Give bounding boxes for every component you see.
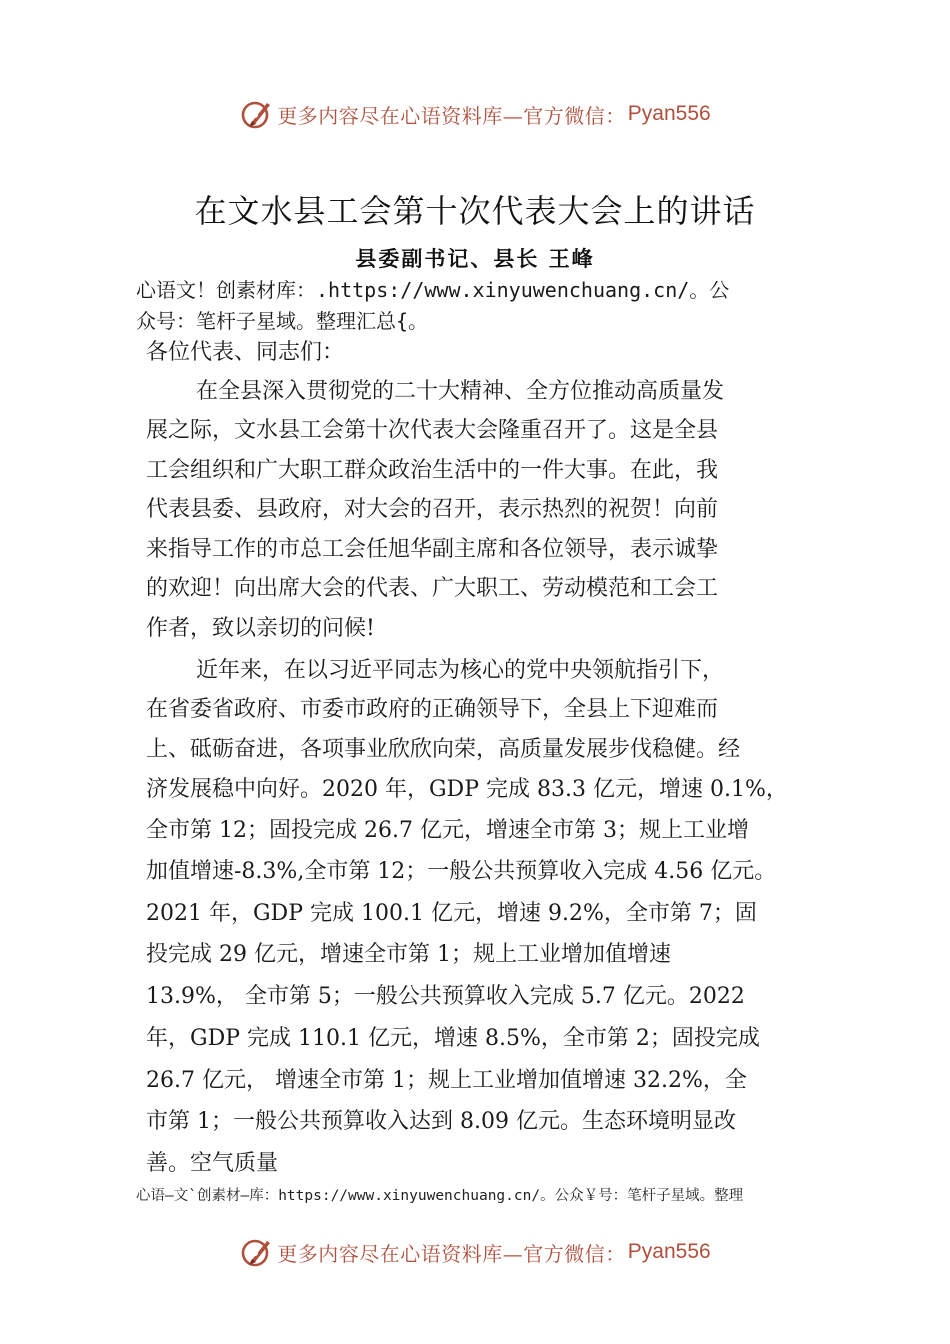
body-line: 13.9%， 全市第 5；一般公共预算收入完成 5.7 亿元。2022	[146, 984, 745, 1009]
body-line: 上、砥砺奋进，各项事业欣欣向荣，高质量发展步伐稳健。经	[146, 737, 741, 762]
body-line: 26.7 亿元， 增速全市第 1；规上工业增加值增速 32.2%，全	[146, 1068, 747, 1093]
salutation: 各位代表、同志们：	[146, 340, 345, 365]
byline: 县委副书记、县长 王峰	[355, 246, 595, 271]
quill-pen-logo-icon	[239, 1235, 273, 1269]
footer-watermark: 心语—文`创素材—库：https://www.xinyuwenchuang.cn/。公众￥号：笔杆子星域。整理	[136, 1188, 744, 1204]
body-line: 代表县委、县政府，对大会的召开，表示热烈的祝贺！向前	[146, 497, 719, 522]
body-line: 在省委省政府、市委市政府的正确领导下，全县上下迎难而	[146, 697, 719, 722]
footer-banner-text: 更多内容尽在心语资料库—官方微信：	[277, 1241, 626, 1266]
body-line: 善。空气质量	[146, 1151, 279, 1176]
header-banner-text: 更多内容尽在心语资料库—官方微信：	[277, 103, 626, 128]
body-line: 投完成 29 亿元，增速全市第 1；规上工业增加值增速	[146, 942, 671, 967]
body-line: 市第 1；一般公共预算收入达到 8.09 亿元。生态环境明显改	[146, 1109, 736, 1134]
quill-pen-logo-icon	[239, 97, 273, 131]
page-title: 在文水县工会第十次代表大会上的讲话	[194, 192, 756, 230]
body-line: 近年来，在以习近平同志为核心的党中央领航指引下，	[196, 658, 725, 683]
body-line: 2021 年，GDP 完成 100.1 亿元，增速 9.2%，全市第 7；固	[146, 901, 757, 926]
body-line: 加值增速-8.3%,全市第 12；一般公共预算收入完成 4.56 亿元。	[146, 859, 777, 884]
watermark-line: 众号：笔杆子星域。整理汇总{。	[136, 309, 429, 333]
header-banner	[0, 94, 950, 134]
footer-banner	[0, 1232, 950, 1272]
body-line: 年，GDP 完成 110.1 亿元，增速 8.5%，全市第 2；固投完成	[146, 1026, 760, 1051]
body-line: 济发展稳中向好。2020 年，GDP 完成 83.3 亿元，增速 0.1%，	[146, 777, 788, 802]
header-wechat-id: Pyan556	[627, 102, 711, 125]
watermark-line: 心语文！创素材库：.https://www.xinyuwenchuang.cn/。公	[136, 278, 730, 302]
body-line: 来指导工作的市总工会任旭华副主席和各位领导，表示诚挚	[146, 537, 719, 562]
body-line: 的欢迎！向出席大会的代表、广大职工、劳动模范和工会工	[146, 576, 719, 601]
body-line: 工会组织和广大职工群众政治生活中的一件大事。在此，我	[146, 458, 719, 483]
body-line: 全市第 12；固投完成 26.7 亿元，增速全市第 3；规上工业增	[146, 818, 749, 843]
body-line: 展之际，文水县工会第十次代表大会隆重召开了。这是全县	[146, 418, 719, 443]
footer-wechat-id: Pyan556	[627, 1240, 711, 1263]
body-line: 作者，致以亲切的问候!	[146, 616, 375, 641]
body-line: 在全县深入贯彻党的二十大精神、全方位推动高质量发	[196, 379, 725, 404]
